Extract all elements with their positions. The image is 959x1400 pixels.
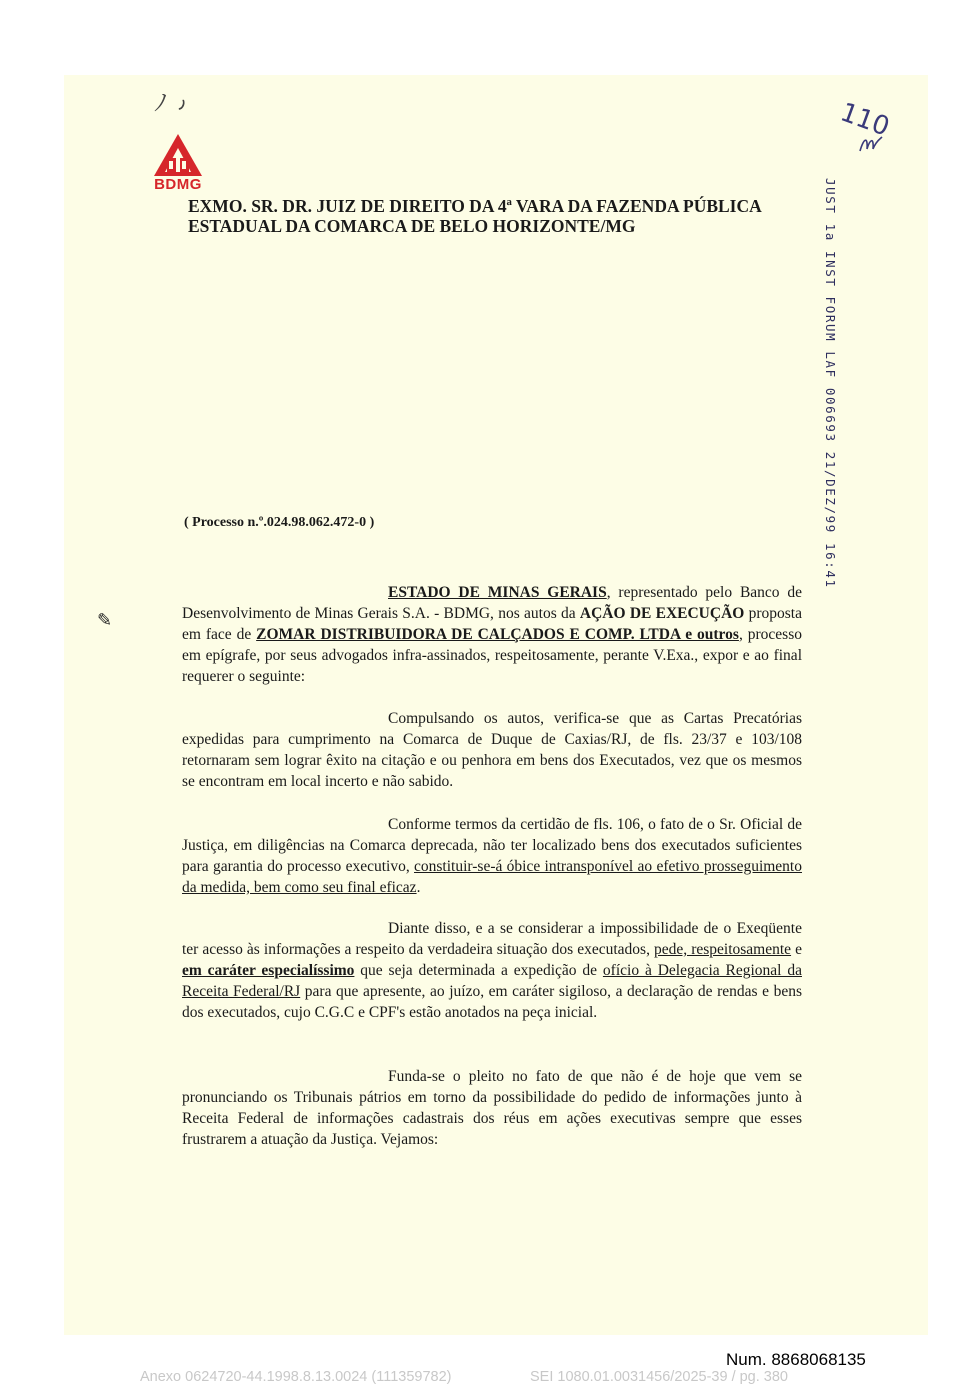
paragraph-4: Diante disso, e a se considerar a impossibilidade de o Exeqüente ter acesso às informações a respeito da verdadeira situação dos executados, pede, respeitosamente e em caráter especialíssimo que seja determinada a expedição de ofício à Delegacia Regional da Receita Federal/RJ para que apresente, ao juízo, em caráter sigiloso, a declaração de rendas e bens dos executados, cujo C.G.C e CPF's estão anotados na peça inicial. xyxy=(182,920,803,1021)
process-number: ( Processo n.º.024.98.062.472-0 ) xyxy=(184,515,375,530)
document-heading xyxy=(188,196,813,236)
handwritten-page-number: 110 xyxy=(836,97,894,143)
annex-reference: Anexo 0624720-44.1998.8.13.0024 (111359782) xyxy=(140,1369,452,1385)
bdmg-logo xyxy=(150,132,206,194)
handwritten-mark: ノ ٫ xyxy=(148,86,187,117)
margin-mark: ✎ xyxy=(97,610,113,630)
paragraph-2: Compulsando os autos, verifica-se que as Cartas Precatórias expedidas para cumprimento na Comarca de Duque de Caxias/RJ, de fls. 23/37 e 103/108 retornaram sem lograr êxito na citação e ou penhora em bens dos Executados, vez que os mesmos se encontram em local incerto e não sabido. xyxy=(182,710,802,790)
paragraph-5: Funda-se o pleito no fato de que não é de hoje que vem se pronunciando os Tribunais pátrios em torno da possibilidade do pedido de informações junto à Receita Federal de informações cadastrais dos réus em ações executivas sempre que esses frustrarem a atuação da Justiça. Vejamos: xyxy=(182,1068,802,1148)
paragraph-3: Conforme termos da certidão de fls. 106, o fato de o Sr. Oficial de Justiça, em diligências na Comarca deprecada, não ter localizado bens dos executados suficientes para garantia do processo executivo, constituir-se-á óbice intransponível ao efetivo prosseguimento da medida, bem como seu final eficaz. xyxy=(182,816,802,896)
receipt-stamp: JUST 1a INST FORUM LAF 006693 21/DEZ/99 16:41 xyxy=(823,178,838,589)
handwritten-initials xyxy=(858,133,884,155)
paragraph-1: ESTADO DE MINAS GERAIS, representado pelo Banco de Desenvolvimento de Minas Gerais S.A. - BDMG, nos autos da AÇÃO DE EXECUÇÃO proposta em face de ZOMAR DISTRIBUIDORA DE CALÇADOS E COMP. LTDA e outros, processo em epígrafe, por seus advogados infra-assinados, respeitosamente, perante V.Exa., expor e ao final requerer o seguinte: xyxy=(182,584,802,685)
heading-line-1: EXMO. SR. DR. JUIZ DE DIREITO DA 4ª VARA DA FAZENDA PÚBLICA xyxy=(188,196,762,216)
document-id: Num. 8868068135 xyxy=(726,1350,866,1369)
bdmg-logo-icon xyxy=(150,132,206,178)
sei-reference: SEI 1080.01.0031456/2025-39 / pg. 380 xyxy=(530,1369,788,1385)
heading-line-2: ESTADUAL DA COMARCA DE BELO HORIZONTE/MG xyxy=(188,216,636,236)
logo-text: BDMG xyxy=(154,176,202,193)
